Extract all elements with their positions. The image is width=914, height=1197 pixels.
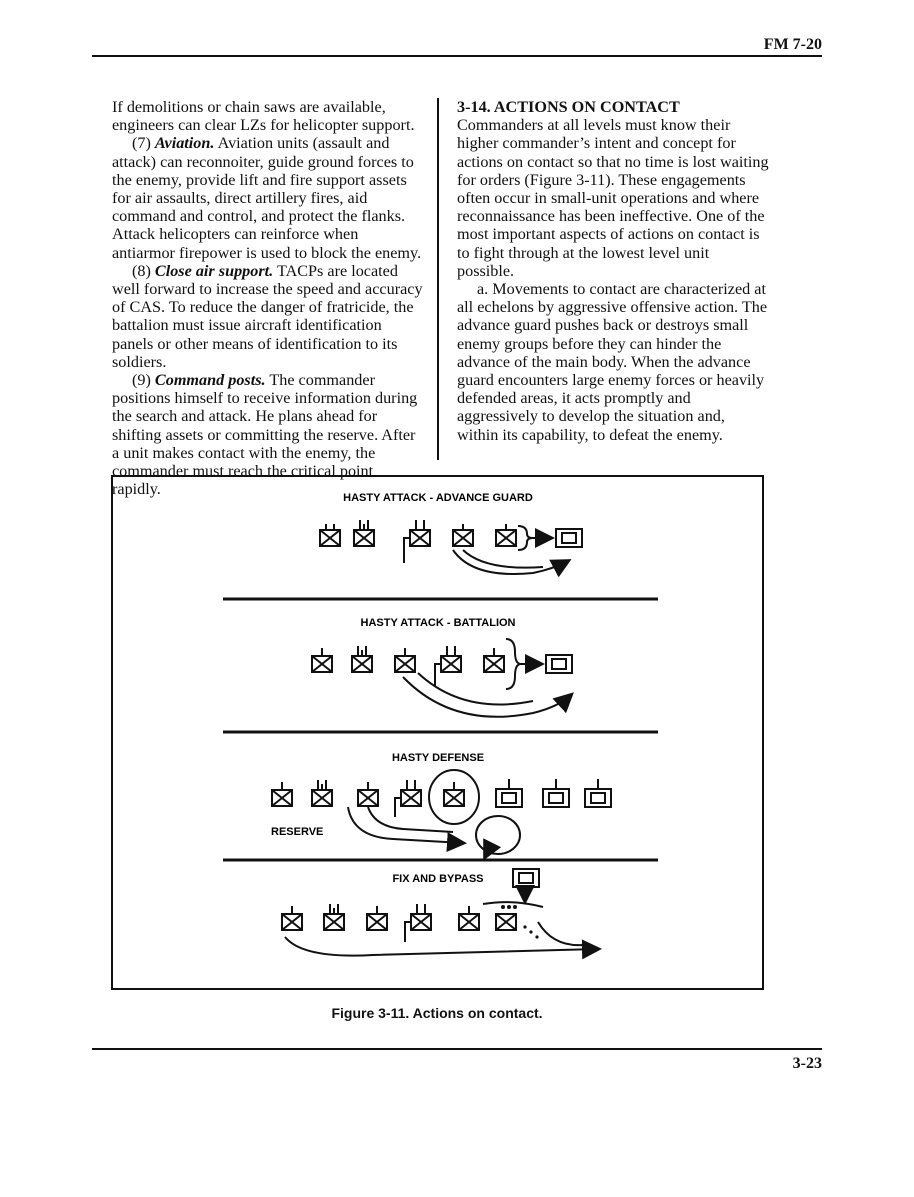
enemy-armor-symbol <box>585 789 611 807</box>
infantry-unit-symbol <box>395 656 415 672</box>
left-column <box>112 98 424 498</box>
unit-row-advance-guard <box>320 520 568 574</box>
infantry-unit-symbol <box>324 914 344 930</box>
enemy-armor-symbol <box>556 529 582 547</box>
infantry-unit-symbol <box>367 914 387 930</box>
para-body: TACPs are located well forward to increase the speed and accuracy of CAS. To reduce the danger of fratricide, the battalion must issue aircraft identification panels or other means of identification to its soldiers. <box>112 261 423 371</box>
para-number: (7) <box>132 134 155 153</box>
infantry-unit-symbol <box>444 790 464 806</box>
panel-title-battalion: HASTY ATTACK - BATTALION <box>360 617 516 629</box>
panel-title-fix-and-bypass: FIX AND BYPASS <box>392 873 484 885</box>
enemy-armor-symbol <box>513 869 539 887</box>
panel-title-hasty-defense: HASTY DEFENSE <box>391 752 485 764</box>
unit-row-battalion <box>312 639 571 717</box>
infantry-unit-symbol <box>411 914 431 930</box>
right-column <box>457 98 769 444</box>
footer-rule <box>92 1048 822 1050</box>
left-paragraph-aviation <box>112 134 424 261</box>
page-number: 3-23 <box>792 1055 822 1072</box>
infantry-unit-symbol <box>354 530 374 546</box>
para-number: (8) <box>132 261 155 280</box>
infantry-unit-symbol <box>358 790 378 806</box>
para-number: (9) <box>132 371 155 390</box>
unit-row-hasty-defense <box>272 770 520 857</box>
reserve-label: RESERVE <box>271 826 324 838</box>
header-rule <box>92 55 822 57</box>
enemy-armor-symbol <box>546 655 572 673</box>
infantry-unit-symbol <box>410 530 430 546</box>
para-heading: Aviation. <box>154 134 215 153</box>
infantry-unit-symbol <box>441 656 461 672</box>
infantry-unit-symbol <box>272 790 292 806</box>
figure-caption: Figure 3-11. Actions on contact. <box>331 1005 543 1021</box>
enemy-armor-symbol <box>543 789 569 807</box>
enemy-armor-symbol <box>496 789 522 807</box>
right-paragraph-1: Commanders at all levels must know their higher commander’s intent and concept for actions on contact so that no time is lost waiting for orders (Figure 3-11). These engagements often occur in small-unit operations and where reconnaissance has been ineffective. One of the most important aspects of actions on contact is to fight through at the lowest level unit possible. <box>457 116 769 280</box>
figure-actions-on-contact <box>111 475 764 990</box>
para-body: Aviation units (assault and attack) can reconnoiter, guide ground forces to the enemy, provide lift and fire support assets for air assaults, direct artillery fires, aid command and control, and protect the flanks. Attack helicopters can reinforce when antiarmor firepower is used to block the enemy. <box>112 134 422 262</box>
infantry-unit-symbol <box>401 790 421 806</box>
panel-title-advance-guard: HASTY ATTACK - ADVANCE GUARD <box>343 492 533 504</box>
infantry-unit-symbol <box>312 656 332 672</box>
infantry-unit-symbol <box>320 530 340 546</box>
unit-row-fix-and-bypass <box>282 889 598 956</box>
document-id: FM 7-20 <box>763 36 822 53</box>
left-paragraph-1: If demolitions or chain saws are available, engineers can clear LZs for helicopter support. <box>112 98 415 135</box>
infantry-unit-symbol <box>282 914 302 930</box>
infantry-unit-symbol <box>312 790 332 806</box>
infantry-unit-symbol <box>352 656 372 672</box>
para-body: The commander positions himself to receive information during the search and attack. He plans ahead for shifting assets or committing the reserve. After a unit makes contact with the enemy, the commander must reach the critical point rapidly. <box>112 371 418 499</box>
column-divider <box>437 98 439 460</box>
right-paragraph-2: a. Movements to contact are characterized at all echelons by aggressive offensive action. The advance guard pushes back or destroys small enemy groups before they can hinder the advance of the main body. When the advance guard encounters large enemy forces or heavily defended areas, it acts promptly and aggressively to develop the situation and, within its capability, to defeat the enemy. <box>457 280 768 444</box>
infantry-unit-symbol <box>496 530 516 546</box>
para-heading: Close air support. <box>154 261 274 280</box>
left-paragraph-cas <box>112 262 424 371</box>
section-title: 3-14. ACTIONS ON CONTACT <box>457 98 680 116</box>
infantry-unit-symbol <box>496 914 516 930</box>
infantry-unit-symbol <box>484 656 504 672</box>
infantry-unit-symbol <box>453 530 473 546</box>
infantry-unit-symbol <box>459 914 479 930</box>
figure-diagram <box>113 477 762 988</box>
enemy-armor-row <box>496 779 611 807</box>
para-heading: Command posts. <box>154 371 266 390</box>
